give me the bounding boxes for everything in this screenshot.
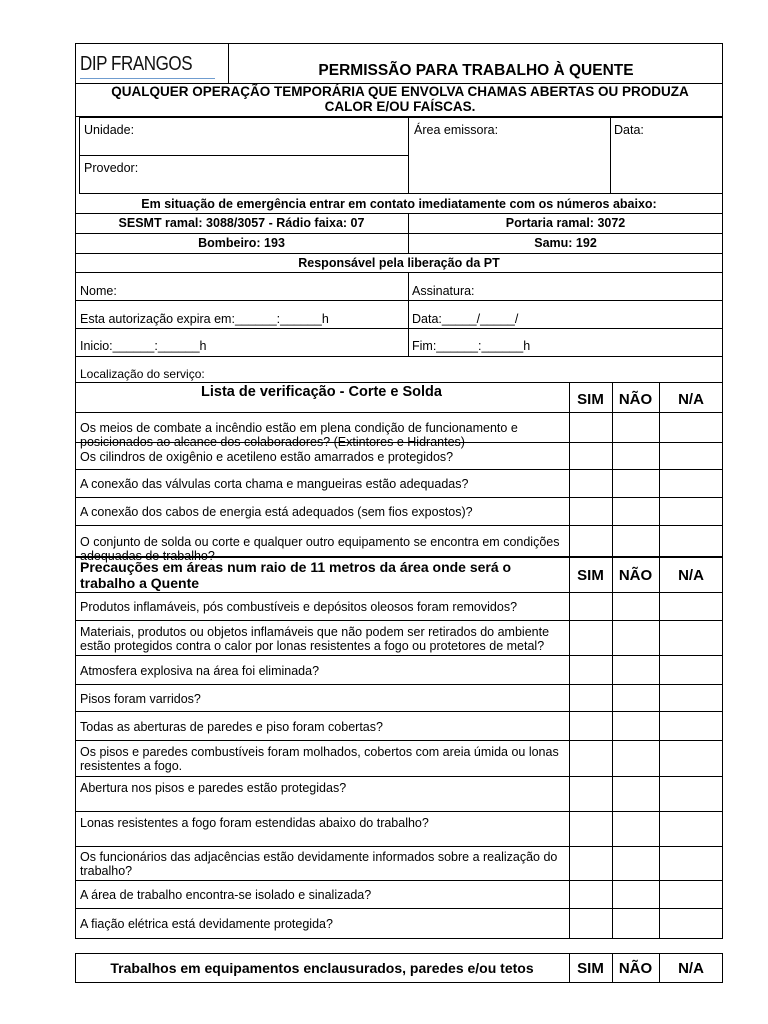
checklist-question: Pisos foram varridos? (80, 691, 201, 706)
checkbox-sim[interactable] (569, 812, 612, 847)
checkbox-sim[interactable] (569, 498, 612, 526)
data-label: Data: (614, 123, 644, 137)
area-emissora-label: Área emissora: (414, 123, 499, 137)
checklist-question: Os pisos e paredes combustíveis foram molhados, cobertos com areia úmida ou lonas resistentes a fogo. (80, 745, 559, 773)
checkbox-sim[interactable] (569, 712, 612, 741)
checkbox-sim[interactable] (569, 777, 612, 812)
col-nao-header: NÃO (618, 567, 653, 584)
checkbox-nao[interactable] (612, 498, 659, 526)
checkbox-nao[interactable] (612, 881, 659, 909)
divider (75, 328, 723, 329)
checkbox-na[interactable] (659, 812, 723, 847)
localizacao-field[interactable] (220, 365, 719, 383)
col-sim-header: SIM (577, 960, 604, 977)
checklist-question: A fiação elétrica está devidamente protegida? (80, 917, 333, 931)
checklist-question: Atmosfera explosiva na área foi eliminada? (80, 663, 320, 678)
data-field[interactable] (650, 121, 722, 141)
checkbox-na[interactable] (659, 656, 723, 685)
col-sim-header: SIM (577, 567, 604, 584)
nome-field[interactable] (125, 282, 404, 302)
divider (75, 253, 723, 254)
divider (75, 356, 723, 357)
checkbox-nao[interactable] (612, 712, 659, 741)
col-nao-header: NÃO (618, 391, 653, 408)
divider (569, 382, 570, 939)
checkbox-na[interactable] (659, 741, 723, 777)
form-subtitle: QUALQUER OPERAÇÃO TEMPORÁRIA QUE ENVOLVA CHAMAS ABERTAS OU PRODUZA CALOR E/OU FAÍSCAS. (111, 84, 689, 114)
checkbox-na[interactable] (659, 712, 723, 741)
checkbox-na[interactable] (659, 526, 723, 557)
checklist-question: A área de trabalho encontra-se isolado e sinalizada? (80, 888, 372, 902)
checkbox-nao[interactable] (612, 777, 659, 812)
checklist-question: A conexão das válvulas corta chama e mangueiras estão adequadas? (80, 477, 469, 491)
checkbox-sim[interactable] (569, 685, 612, 712)
checklist-question: Produtos inflamáveis, pós combustíveis e depósitos oleosos foram removidos? (80, 599, 518, 614)
responsavel-title: Responsável pela liberação da PT (298, 256, 500, 270)
checklist-question: Abertura nos pisos e paredes estão protegidas? (80, 780, 347, 795)
divider (408, 117, 409, 155)
checkbox-sim[interactable] (569, 592, 612, 621)
checkbox-sim[interactable] (569, 656, 612, 685)
area-emissora-field[interactable] (512, 121, 608, 141)
divider (75, 233, 723, 234)
checklist-question: Lonas resistentes a fogo foram estendidas abaixo do trabalho? (80, 815, 429, 830)
divider (79, 155, 409, 156)
checkbox-sim[interactable] (569, 741, 612, 777)
checklist-question: Os funcionários das adjacências estão devidamente informados sobre a realização do trabalho? (80, 850, 558, 878)
col-na-header: N/A (678, 960, 704, 977)
checkbox-na[interactable] (659, 470, 723, 498)
checklist-question: A conexão dos cabos de energia está adequados (sem fios expostos)? (80, 505, 473, 519)
checkbox-nao[interactable] (612, 592, 659, 621)
fim-field[interactable]: Fim:______:______h (412, 339, 531, 353)
checkbox-sim[interactable] (569, 412, 612, 443)
checkbox-nao[interactable] (612, 443, 659, 470)
col-na-header: N/A (678, 391, 704, 408)
checkbox-sim[interactable] (569, 909, 612, 939)
checklist-question: Materiais, produtos ou objetos inflamáveis que não podem ser retirados do ambiente estão protegidos contra o calor por lonas resistentes a fogo ou protetores de metal? (80, 624, 550, 653)
provedor-field[interactable] (145, 159, 404, 179)
checkbox-na[interactable] (659, 777, 723, 812)
section2-title: Precauções em áreas num raio de 11 metros da área onde será o trabalho a Quente (80, 559, 512, 591)
checkbox-na[interactable] (659, 498, 723, 526)
emergency-title: Em situação de emergência entrar em contato imediatamente com os números abaixo: (141, 197, 657, 211)
checklist-question: Os cilindros de oxigênio e acetileno estão amarrados e protegidos? (80, 449, 454, 464)
checkbox-na[interactable] (659, 621, 723, 656)
data-liberacao-field[interactable]: Data:_____/_____/ (412, 312, 519, 326)
col-na-header: N/A (678, 567, 704, 584)
checkbox-nao[interactable] (612, 621, 659, 656)
divider (75, 557, 723, 558)
unidade-field[interactable] (140, 121, 404, 141)
col-nao-header: NÃO (618, 960, 653, 977)
checkbox-na[interactable] (659, 881, 723, 909)
divider (610, 117, 611, 194)
logo-underline (80, 78, 215, 79)
checkbox-nao[interactable] (612, 470, 659, 498)
checkbox-nao[interactable] (612, 847, 659, 881)
checkbox-na[interactable] (659, 412, 723, 443)
checkbox-na[interactable] (659, 592, 723, 621)
samu-contact: Samu: 192 (534, 236, 597, 250)
checkbox-nao[interactable] (612, 685, 659, 712)
checkbox-nao[interactable] (612, 526, 659, 557)
col-sim-header: SIM (577, 391, 604, 408)
checkbox-nao[interactable] (612, 656, 659, 685)
divider (659, 382, 660, 939)
checkbox-na[interactable] (659, 685, 723, 712)
localizacao-label: Localização do serviço: (80, 367, 205, 381)
divider (408, 213, 409, 253)
checkbox-na[interactable] (659, 847, 723, 881)
provedor-label: Provedor: (84, 161, 139, 175)
expira-field[interactable]: Esta autorização expira em:______:______h (80, 312, 329, 326)
checkbox-na[interactable] (659, 909, 723, 939)
form-title: PERMISSÃO PARA TRABALHO À QUENTE (318, 62, 634, 79)
nome-label: Nome: (80, 284, 117, 298)
section1-title: Lista de verificação - Corte e Solda (201, 384, 442, 400)
assinatura-label: Assinatura: (412, 284, 475, 298)
sesmt-contact: SESMT ramal: 3088/3057 - Rádio faixa: 07 (118, 216, 365, 230)
checkbox-nao[interactable] (612, 812, 659, 847)
checkbox-sim[interactable] (569, 881, 612, 909)
bombeiro-contact: Bombeiro: 193 (198, 236, 285, 250)
checklist-question: Os meios de combate a incêndio estão em plena condição de funcionamento e posicionados ao alcance dos colaboradores? (Extintores e Hidrantes) (80, 420, 518, 449)
divider (75, 382, 723, 383)
inicio-field[interactable]: Inicio:______:______h (80, 339, 207, 353)
divider (75, 272, 723, 273)
divider (75, 213, 723, 214)
divider (408, 272, 409, 356)
checkbox-nao[interactable] (612, 741, 659, 777)
checklist-question: Todas as aberturas de paredes e piso foram cobertas? (80, 719, 383, 734)
unidade-label: Unidade: (84, 123, 135, 137)
checkbox-na[interactable] (659, 443, 723, 470)
checkbox-sim[interactable] (569, 847, 612, 881)
assinatura-field[interactable] (485, 282, 719, 302)
checkbox-nao[interactable] (612, 909, 659, 939)
checkbox-sim[interactable] (569, 526, 612, 557)
checklist-question: O conjunto de solda ou corte e qualquer outro equipamento se encontra em condições adequadas de trabalho? (80, 534, 560, 563)
checkbox-sim[interactable] (569, 470, 612, 498)
checkbox-sim[interactable] (569, 621, 612, 656)
divider (408, 155, 409, 194)
section3-title: Trabalhos em equipamentos enclausurados, paredes e/ou tetos (110, 960, 534, 976)
divider (75, 300, 723, 301)
company-logo: DIP FRANGOS (80, 53, 193, 75)
checkbox-sim[interactable] (569, 443, 612, 470)
portaria-contact: Portaria ramal: 3072 (505, 216, 626, 230)
divider (612, 382, 613, 939)
checkbox-nao[interactable] (612, 412, 659, 443)
